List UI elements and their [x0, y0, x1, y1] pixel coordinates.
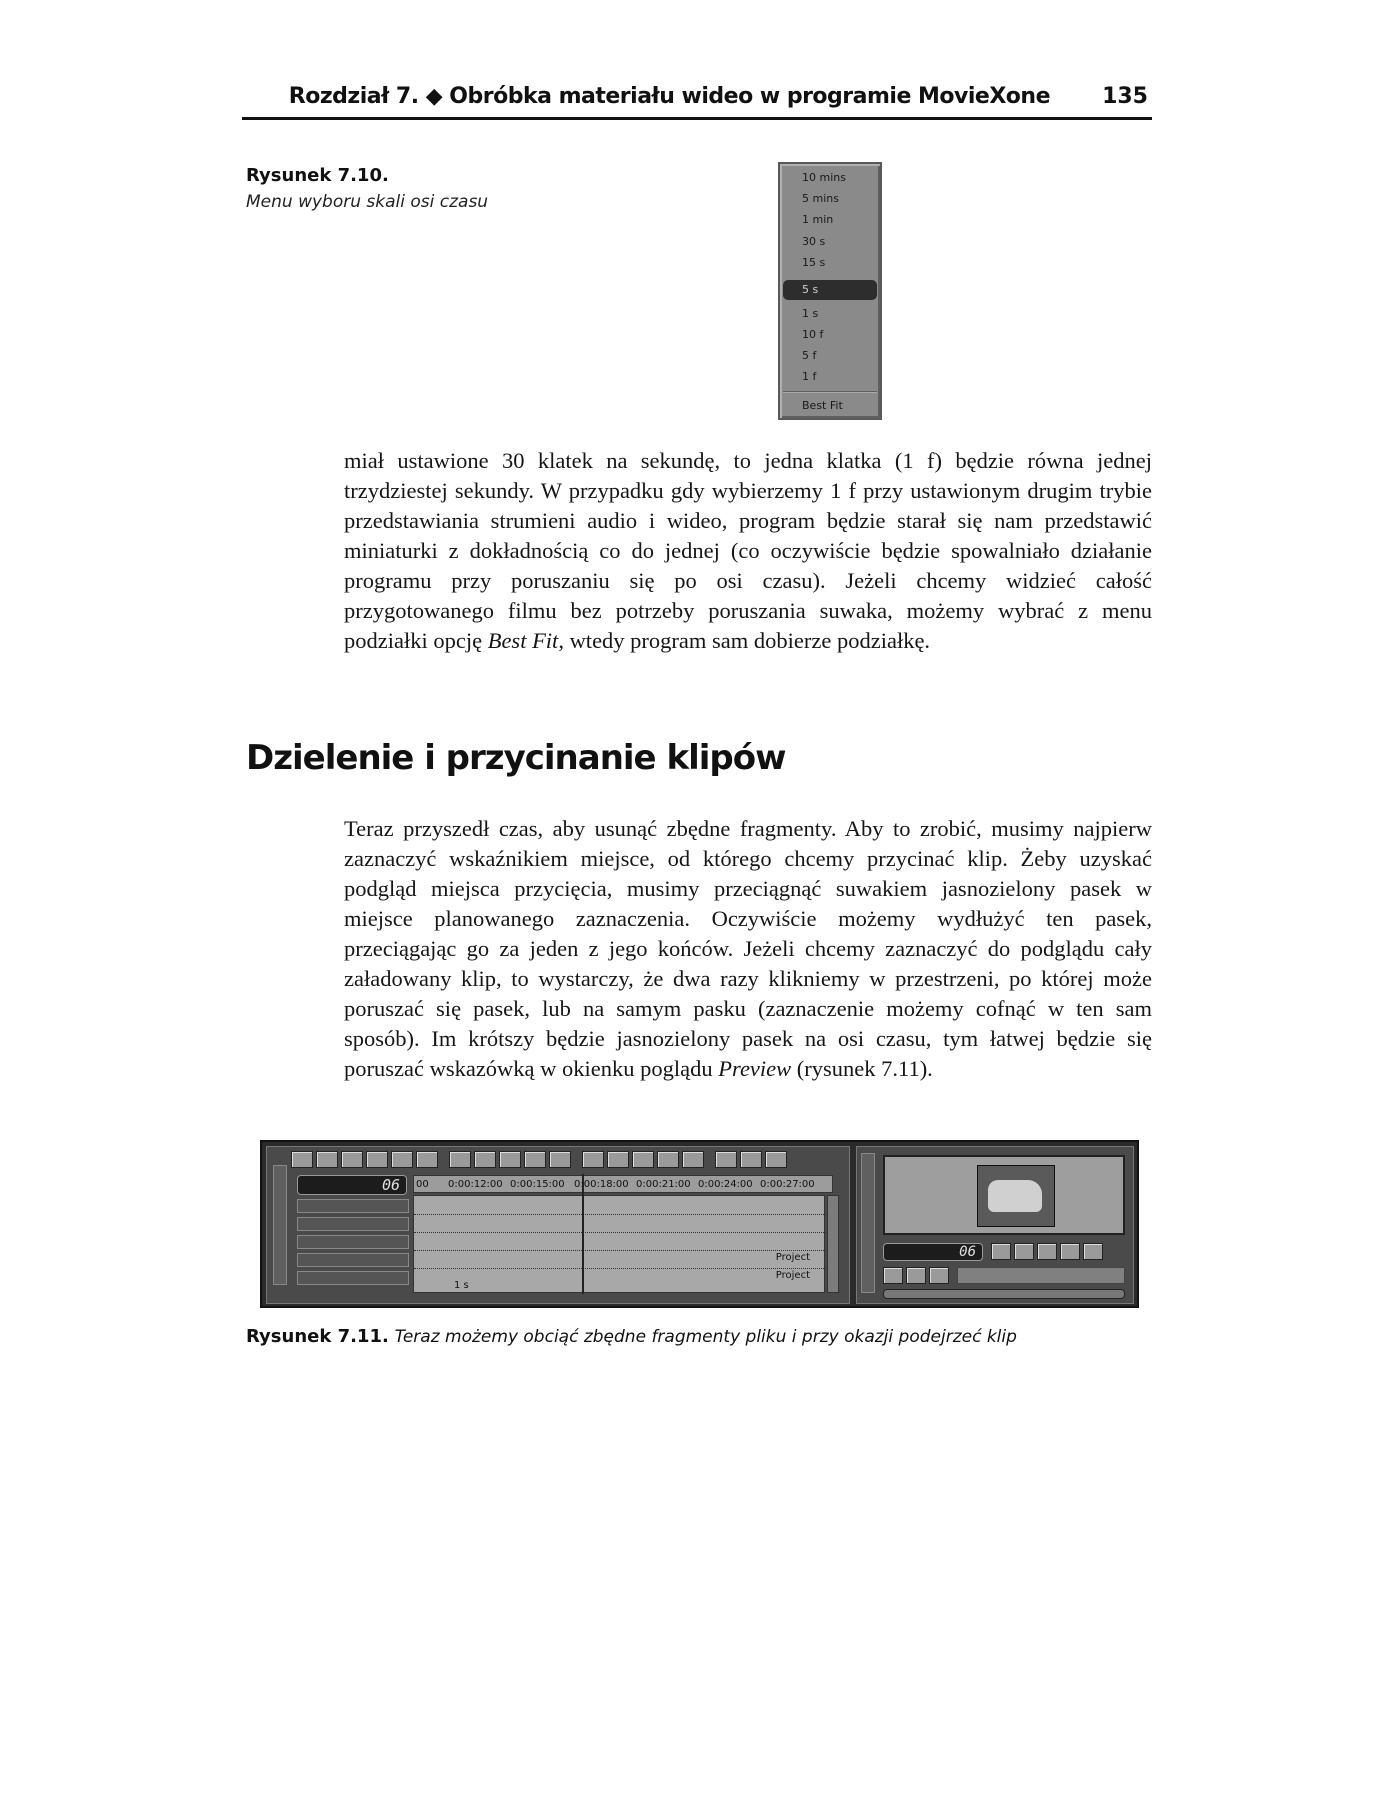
- track-divider: [414, 1268, 826, 1269]
- toolbar-button: [449, 1151, 471, 1168]
- toolbar-button: [499, 1151, 521, 1168]
- preview-controls: [883, 1267, 949, 1284]
- ruler-tick-label: 0:00:27:00: [760, 1179, 815, 1190]
- toolbar-button: [682, 1151, 704, 1168]
- ruler-tick-label: 0:00:18:00: [574, 1179, 629, 1190]
- toolbar-button: [416, 1151, 438, 1168]
- rewind-icon: [991, 1243, 1011, 1260]
- toolbar-button: [366, 1151, 388, 1168]
- timeline-ruler: [413, 1175, 833, 1193]
- track-header: [297, 1199, 409, 1213]
- toolbar-button: [740, 1151, 762, 1168]
- play-icon: [1037, 1243, 1057, 1260]
- toolbar-button: [765, 1151, 787, 1168]
- ruler-tick-label: 0:00:21:00: [636, 1179, 691, 1190]
- toolbar-button: [549, 1151, 571, 1168]
- step-forward-icon: [1060, 1243, 1080, 1260]
- track-divider: [414, 1232, 826, 1233]
- figure-711-caption-line: [246, 1326, 1017, 1347]
- preview-timecode: 06: [883, 1243, 983, 1261]
- toolbar-button: [391, 1151, 413, 1168]
- paragraph-1: miał ustawione 30 klatek na sekundę, to jedna klatka (1 f) będzie równa jednej trzydziestej sekundy. W przypadku gdy wybierzemy 1 f przy ustawionym drugim trybie przedstawiania strumieni audio i wideo, program będzie starał się nam przedstawić miniaturki z dokładnością co do jednej (co oczywiście będzie spowalniało działanie programu przy poruszaniu się po osi czasu). Jeżeli chcemy widzieć całość przygotowanego filmu bez potrzeby poruszania suwaka, możemy wybrać z menu podziałki opcję Best Fit, wtedy program sam dobierze podziałkę.: [344, 448, 1152, 653]
- timeline-side-tab: [273, 1165, 287, 1285]
- scale-option-5-mins: 5 mins: [802, 192, 839, 205]
- track-label: Project: [775, 1270, 810, 1281]
- playhead: [582, 1174, 584, 1294]
- figure-711-caption: Teraz możemy obciąć zbędne fragmenty pliku i przy okazji podejrzeć klip: [394, 1327, 1017, 1347]
- toolbar-button: [341, 1151, 363, 1168]
- scale-option-5-s-selected: 5 s: [783, 280, 877, 300]
- page-header: [242, 84, 1152, 120]
- track-header: [297, 1271, 409, 1285]
- track-label: Project: [775, 1252, 810, 1263]
- timeline-timecode: 06: [297, 1175, 407, 1195]
- preview-frame: [977, 1165, 1055, 1227]
- preview-term: Preview: [718, 1056, 792, 1081]
- preview-image: [988, 1180, 1042, 1212]
- control-button: [883, 1267, 903, 1284]
- chapter-title: Rozdział 7. ◆ Obróbka materiału wideo w programie MovieXone: [288, 84, 1050, 109]
- preview-panel: [856, 1146, 1134, 1304]
- figure-710-caption: Menu wyboru skali osi czasu: [246, 192, 489, 212]
- preview-transport: [991, 1243, 1103, 1260]
- preview-monitor: [883, 1155, 1125, 1235]
- toolbar-button: [291, 1151, 313, 1168]
- figure-710-label: Rysunek 7.10.: [246, 165, 389, 186]
- timeline-tracks: [413, 1195, 825, 1293]
- track-header: [297, 1253, 409, 1267]
- preview-slider: [883, 1289, 1125, 1299]
- scale-option-best-fit: Best Fit: [802, 399, 843, 412]
- timeline-scale-label: 1 s: [454, 1280, 469, 1291]
- scale-option-1-min: 1 min: [802, 213, 834, 226]
- preview-strip: [957, 1267, 1125, 1284]
- menu-separator: [783, 391, 877, 393]
- toolbar-button: [316, 1151, 338, 1168]
- toolbar-button: [657, 1151, 679, 1168]
- ruler-tick-label: 0:00:12:00: [448, 1179, 503, 1190]
- toolbar-button: [715, 1151, 737, 1168]
- step-back-icon: [1014, 1243, 1034, 1260]
- track-headers: [297, 1199, 409, 1291]
- control-button: [906, 1267, 926, 1284]
- control-button: [929, 1267, 949, 1284]
- preview-side-tab: [861, 1153, 875, 1293]
- scale-option-1-s: 1 s: [802, 307, 819, 320]
- best-fit-term: Best Fit: [487, 628, 559, 653]
- ruler-tick-label: 0:00:15:00: [510, 1179, 565, 1190]
- scale-option-10-mins: 10 mins: [802, 171, 846, 184]
- scale-option-10-f: 10 f: [802, 328, 824, 341]
- toolbar-button: [607, 1151, 629, 1168]
- track-header: [297, 1235, 409, 1249]
- timeline-toolbar: [291, 1151, 787, 1169]
- timeline-panel: [266, 1146, 850, 1304]
- toolbar-button: [474, 1151, 496, 1168]
- scale-option-1-f: 1 f: [802, 370, 817, 383]
- page-number: 135: [1102, 84, 1148, 109]
- timeline-scrollbar: [827, 1195, 839, 1293]
- scale-option-15-s: 15 s: [802, 256, 826, 269]
- track-header: [297, 1217, 409, 1231]
- scale-option-5-f: 5 f: [802, 349, 817, 362]
- moviexone-screenshot: [260, 1140, 1139, 1308]
- toolbar-button: [632, 1151, 654, 1168]
- track-divider: [414, 1250, 826, 1251]
- figure-711-label: Rysunek 7.11.: [246, 1326, 389, 1347]
- scale-option-30-s: 30 s: [802, 235, 826, 248]
- timeline-scale-menu: [778, 162, 882, 420]
- track-divider: [414, 1214, 826, 1215]
- ruler-tick-label: 00: [416, 1179, 429, 1190]
- toolbar-button: [524, 1151, 546, 1168]
- fast-forward-icon: [1083, 1243, 1103, 1260]
- paragraph-2: Teraz przyszedł czas, aby usunąć zbędne fragmenty. Aby to zrobić, musimy najpierw zaznaczyć wskaźnikiem miejsce, od którego chcemy przycinać klip. Żeby uzyskać podgląd miejsca przycięcia, musimy przeciągnąć suwakiem jasnozielony pasek w miejsce planowanego zaznaczenia. Oczywiście możemy wydłużyć ten pasek, przeciągając go za jeden z jego końców. Jeżeli chcemy zaznaczyć do podglądu cały załadowany klip, to wystarczy, że dwa razy klikniemy w przestrzeni, po której może poruszać się pasek, lub na samym pasku (zaznaczenie możemy cofnąć w ten sam sposób). Im krótszy będzie jasnozielony pasek na osi czasu, tym łatwej będzie się poruszać wskazówką w okienku poglądu Preview (rysunek 7.11).: [344, 816, 1152, 1081]
- ruler-tick-label: 0:00:24:00: [698, 1179, 753, 1190]
- toolbar-button: [582, 1151, 604, 1168]
- section-title: Dzielenie i przycinanie klipów: [246, 738, 786, 778]
